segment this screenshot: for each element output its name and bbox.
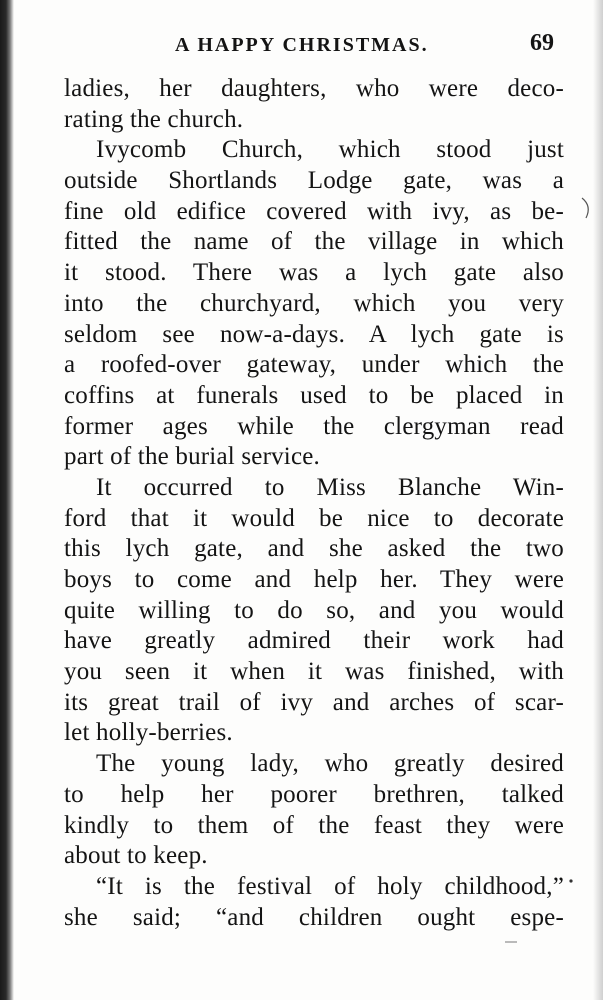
- text-line: a roofed-over gateway, under which the: [64, 351, 564, 379]
- page-number: 69: [530, 30, 554, 56]
- text-line: its great trail of ivy and arches of scar-: [64, 688, 564, 716]
- running-title: A HAPPY CHRISTMAS.: [175, 34, 429, 56]
- text-line: quite willing to do so, and you would: [64, 596, 564, 624]
- text-line: seldom see now-a-days. A lych gate is: [64, 320, 564, 348]
- page-header: [0, 30, 603, 60]
- text-line: to help her poorer brethren, talked: [64, 780, 564, 808]
- text-line: ford that it would be nice to decorate: [64, 504, 564, 532]
- text-line: let holly-berries.: [64, 719, 233, 747]
- text-line: coffins at funerals used to be placed in: [64, 381, 564, 409]
- text-line: It occurred to Miss Blanche Win-: [96, 473, 564, 501]
- text-line: rating the church.: [64, 105, 244, 133]
- text-line: this lych gate, and she asked the two: [64, 535, 564, 563]
- text-line: into the churchyard, which you very: [64, 289, 564, 317]
- text-line: fitted the name of the village in which: [64, 228, 564, 256]
- text-line: Ivycomb Church, which stood just: [96, 136, 564, 164]
- page-gutter-shadow: [0, 0, 14, 1000]
- text-line: fine old edifice covered with ivy, as be-: [64, 197, 564, 225]
- text-line: about to keep.: [64, 842, 208, 870]
- text-line: ladies, her daughters, who were deco-: [64, 75, 564, 102]
- text-line: boys to come and help her. They were: [64, 566, 564, 593]
- text-line: it stood. There was a lych gate also: [64, 259, 564, 287]
- text-line: kindly to them of the feast they were: [64, 811, 564, 839]
- text-line: you seen it when it was finished, with: [64, 658, 564, 686]
- body-text: [64, 74, 564, 933]
- text-line: former ages while the clergyman read: [64, 412, 564, 440]
- text-line: have greatly admired their work had: [64, 627, 564, 655]
- text-line: “It is the festival of holy childhood,”: [96, 872, 564, 900]
- text-line: part of the burial service.: [64, 443, 320, 471]
- text-line: outside Shortlands Lodge gate, was a: [64, 167, 564, 195]
- text-line: The young lady, who greatly desired: [96, 750, 564, 778]
- text-line: she said; “and children ought espe-: [64, 903, 564, 931]
- page-edge: [593, 0, 603, 1000]
